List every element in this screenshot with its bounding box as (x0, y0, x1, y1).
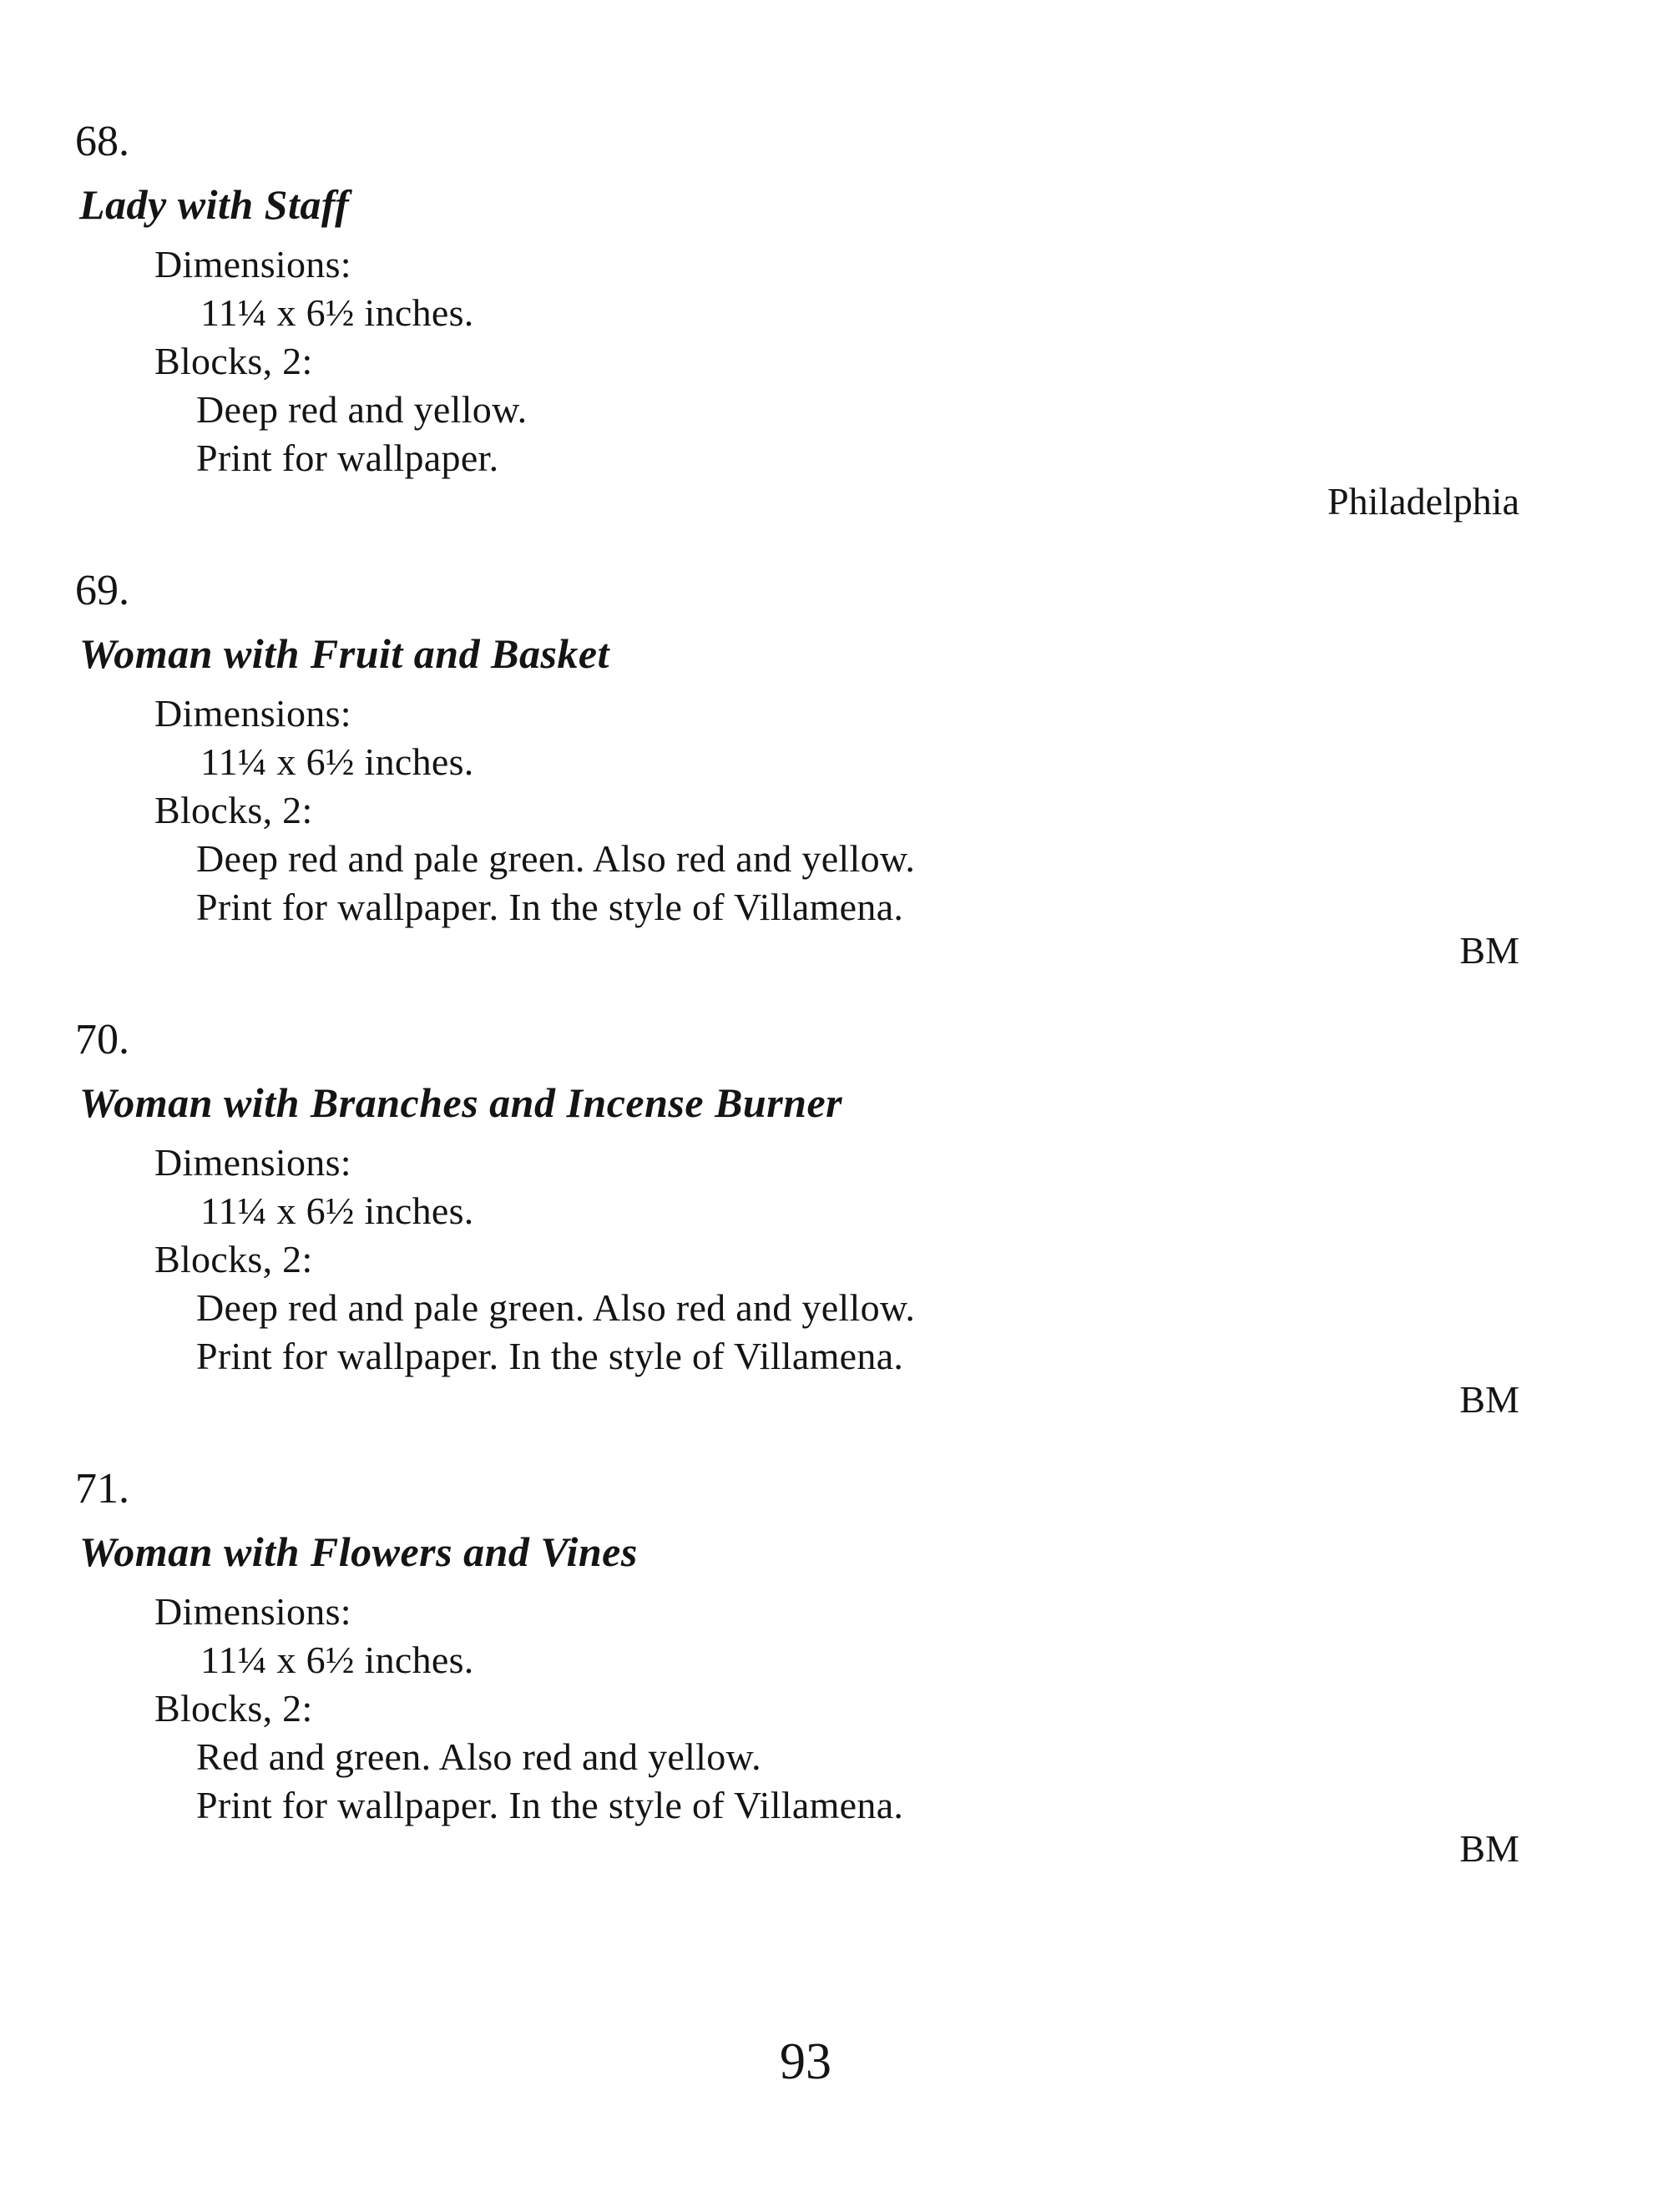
entry-title: Woman with Fruit and Basket (79, 630, 609, 677)
dimensions-label: Dimensions: (154, 692, 351, 735)
note-text: Print for wallpaper. In the style of Villamena. (196, 886, 904, 928)
dimensions-label: Dimensions: (154, 243, 351, 285)
blocks-label: Blocks, 2: (154, 1687, 313, 1730)
entry-number: 68. (75, 118, 129, 165)
entry-title: Lady with Staff (79, 181, 350, 228)
dimensions-value: 11¼ x 6½ inches. (200, 291, 474, 334)
entry-number: 70. (75, 1016, 129, 1063)
dimensions-value: 11¼ x 6½ inches. (200, 1639, 474, 1681)
note-text: Print for wallpaper. In the style of Villamena. (196, 1335, 904, 1377)
entry-title: Woman with Flowers and Vines (79, 1528, 638, 1575)
dimensions-label: Dimensions: (154, 1141, 351, 1184)
dimensions-label: Dimensions: (154, 1590, 351, 1633)
note-text: Print for wallpaper. (196, 437, 499, 479)
blocks-label: Blocks, 2: (154, 1238, 313, 1280)
location-label: Philadelphia (1327, 480, 1519, 523)
location-label: BM (1459, 1827, 1519, 1870)
dimensions-value: 11¼ x 6½ inches. (200, 1189, 474, 1232)
note-text: Print for wallpaper. In the style of Villamena. (196, 1784, 904, 1826)
colors-text: Deep red and pale green. Also red and yellow. (196, 1286, 916, 1329)
blocks-label: Blocks, 2: (154, 340, 313, 382)
dimensions-value: 11¼ x 6½ inches. (200, 740, 474, 783)
location-label: BM (1459, 1378, 1519, 1421)
colors-text: Deep red and pale green. Also red and yellow. (196, 837, 916, 880)
entry-number: 69. (75, 567, 129, 614)
colors-text: Red and green. Also red and yellow. (196, 1735, 761, 1778)
location-label: BM (1459, 929, 1519, 972)
entry-title: Woman with Branches and Incense Burner (79, 1079, 843, 1126)
colors-text: Deep red and yellow. (196, 388, 528, 431)
page-number: 93 (780, 2033, 831, 2090)
entry-number: 71. (75, 1465, 129, 1513)
blocks-label: Blocks, 2: (154, 789, 313, 831)
